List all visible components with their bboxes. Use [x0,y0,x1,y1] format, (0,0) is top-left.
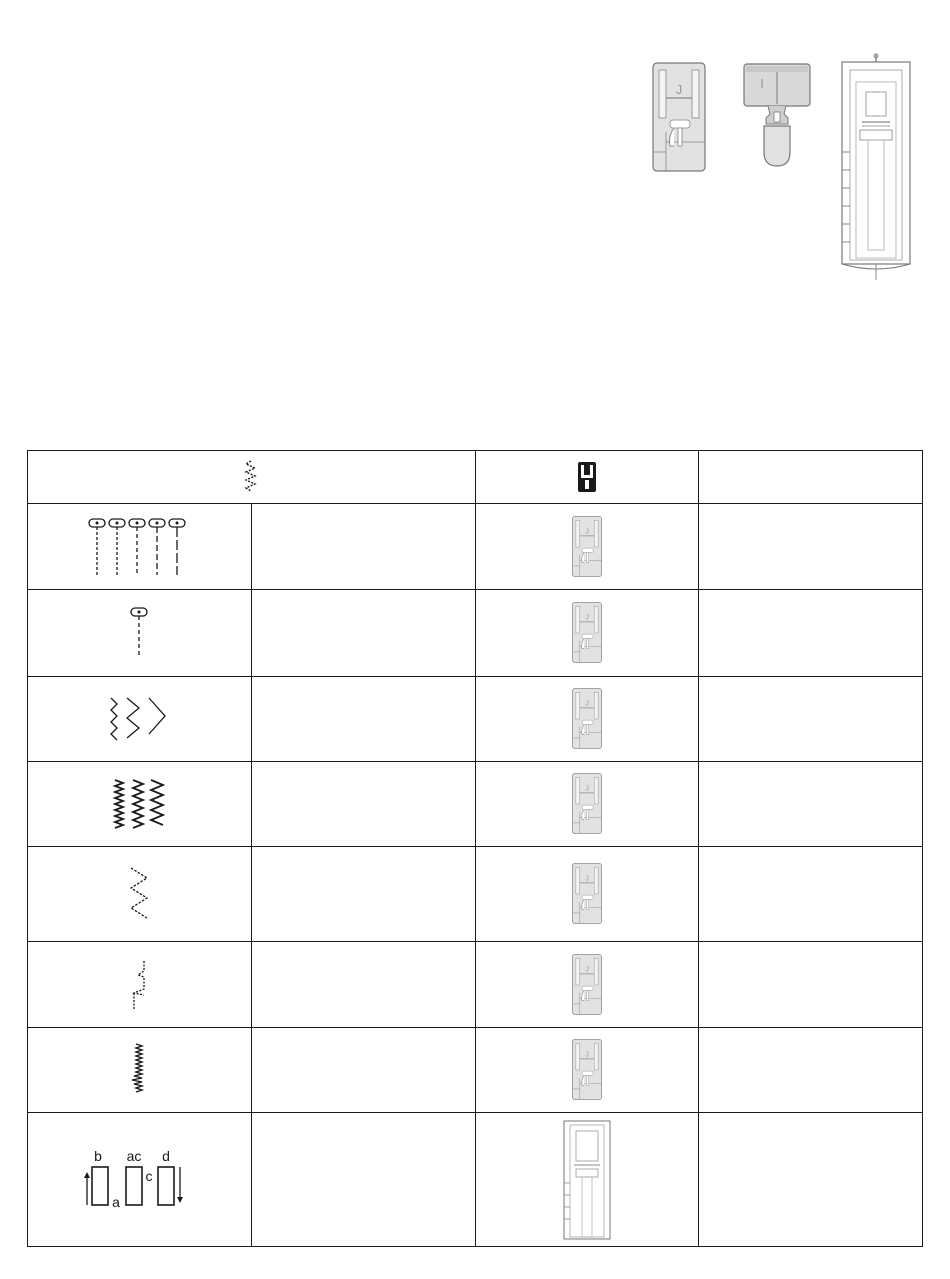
presser-foot-j-icon [572,861,602,927]
name-cell [251,590,475,677]
buttonhole-label-d: d [162,1147,171,1164]
pattern-cell [28,1028,252,1113]
description-cell [699,590,923,677]
foot-letter: J [585,612,589,622]
header-description-cell [699,451,923,504]
presser-foot-j-icon [572,514,602,580]
three-step-zigzag-icon [127,866,151,922]
foot-cell [475,504,699,590]
presser-foot-j-icon [572,1037,602,1103]
table-row [28,1028,923,1113]
presser-foot-j-icon [572,600,602,666]
name-cell [251,762,475,847]
foot-cell [475,1028,699,1113]
stitch-table [27,450,923,1247]
zigzag-stitch-widths-icon [107,696,171,742]
foot-letter: J [585,526,589,536]
foot-cell [475,1113,699,1247]
presser-foot-j-icon [572,686,602,752]
stitch-pattern-icon [243,460,259,494]
pattern-cell [28,677,252,762]
buttonhole-foot-icon [562,1119,612,1241]
foot-j-letter: J [675,82,683,97]
dense-zigzag-stitch-icon [109,778,169,830]
table-row [28,1113,923,1247]
foot-cell [475,677,699,762]
description-cell [699,942,923,1028]
description-cell [699,847,923,942]
name-cell [251,504,475,590]
foot-cell [475,847,699,942]
pattern-cell [28,847,252,942]
foot-cell [475,590,699,677]
buttonhole-label-c: c [145,1167,153,1184]
foot-letter: J [585,873,589,883]
name-cell [251,677,475,762]
foot-letter: J [585,964,589,974]
table-row [28,677,923,762]
table-row [28,762,923,847]
foot-cell [475,942,699,1028]
buttonhole-label-b: b [94,1147,103,1164]
presser-foot-j-icon [572,952,602,1018]
foot-letter: J [585,698,589,708]
table-row [28,590,923,677]
name-cell [251,942,475,1028]
name-cell [251,847,475,942]
pattern-cell [28,942,252,1028]
description-cell [699,1028,923,1113]
buttonhole-foot-icon [840,52,912,282]
buttonhole-label-ac: ac [126,1147,142,1164]
header-stitch-cell [28,451,476,504]
presser-foot-j-icon [572,771,602,837]
pattern-cell [28,504,252,590]
description-cell [699,504,923,590]
description-cell [699,762,923,847]
pattern-cell [28,590,252,677]
header-foot-cell [475,451,699,504]
description-cell [699,677,923,762]
description-cell [699,1113,923,1247]
name-cell [251,1028,475,1113]
triple-straight-stitch-icon [129,606,149,660]
foot-letter: J [585,1049,589,1059]
four-step-buttonhole-icon [84,1147,194,1213]
blind-hem-stitch-icon [128,959,150,1011]
straight-stitch-needle-positions-icon [87,517,191,577]
pattern-cell [28,762,252,847]
presser-foot-j-icon [652,62,706,174]
presser-foot-i-icon [742,62,812,168]
foot-letter: J [585,783,589,793]
foot-i-letter: I [760,76,764,91]
table-row [28,847,923,942]
table-header-row [28,451,923,504]
pattern-cell [28,1113,252,1247]
table-row [28,504,923,590]
foot-cell [475,762,699,847]
table-row [28,942,923,1028]
satin-bar-stitch-icon [128,1042,150,1098]
presser-foot-icon [577,461,597,493]
buttonhole-label-a: a [112,1193,121,1210]
name-cell [251,1113,475,1247]
